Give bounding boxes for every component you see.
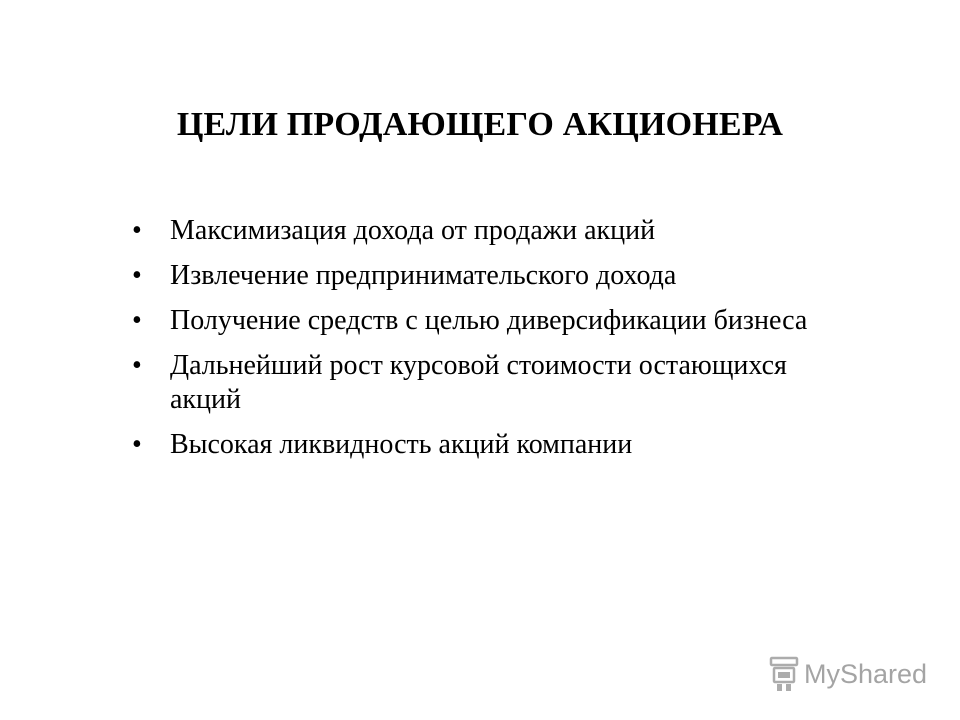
list-item: [132, 304, 832, 338]
bullet-text: Высокая ликвидность акций компании: [170, 429, 633, 460]
bullet-text: Дальнейший рост курсовой стоимости остающихся акций: [170, 350, 787, 415]
bullet-icon: •: [132, 260, 142, 291]
bullet-list: [132, 214, 832, 473]
list-item: [132, 428, 832, 462]
slide-title: ЦЕЛИ ПРОДАЮЩЕГО АКЦИОНЕРА: [176, 106, 784, 143]
watermark-text: MyShared: [804, 658, 928, 689]
watermark[interactable]: [768, 654, 927, 694]
bullet-icon: •: [132, 350, 142, 381]
bullet-icon: •: [132, 429, 142, 460]
bullet-text: Извлечение предпринимательского дохода: [170, 260, 677, 291]
bullet-text: Получение средств с целью диверсификации бизнеса: [170, 305, 808, 336]
bullet-text: Максимизация дохода от продажи акций: [170, 215, 656, 246]
list-item: [132, 259, 832, 293]
myshared-logo-icon: [768, 656, 800, 692]
list-item: [132, 214, 832, 248]
list-item: [132, 349, 832, 417]
bullet-icon: •: [132, 215, 142, 246]
bullet-icon: •: [132, 305, 142, 336]
